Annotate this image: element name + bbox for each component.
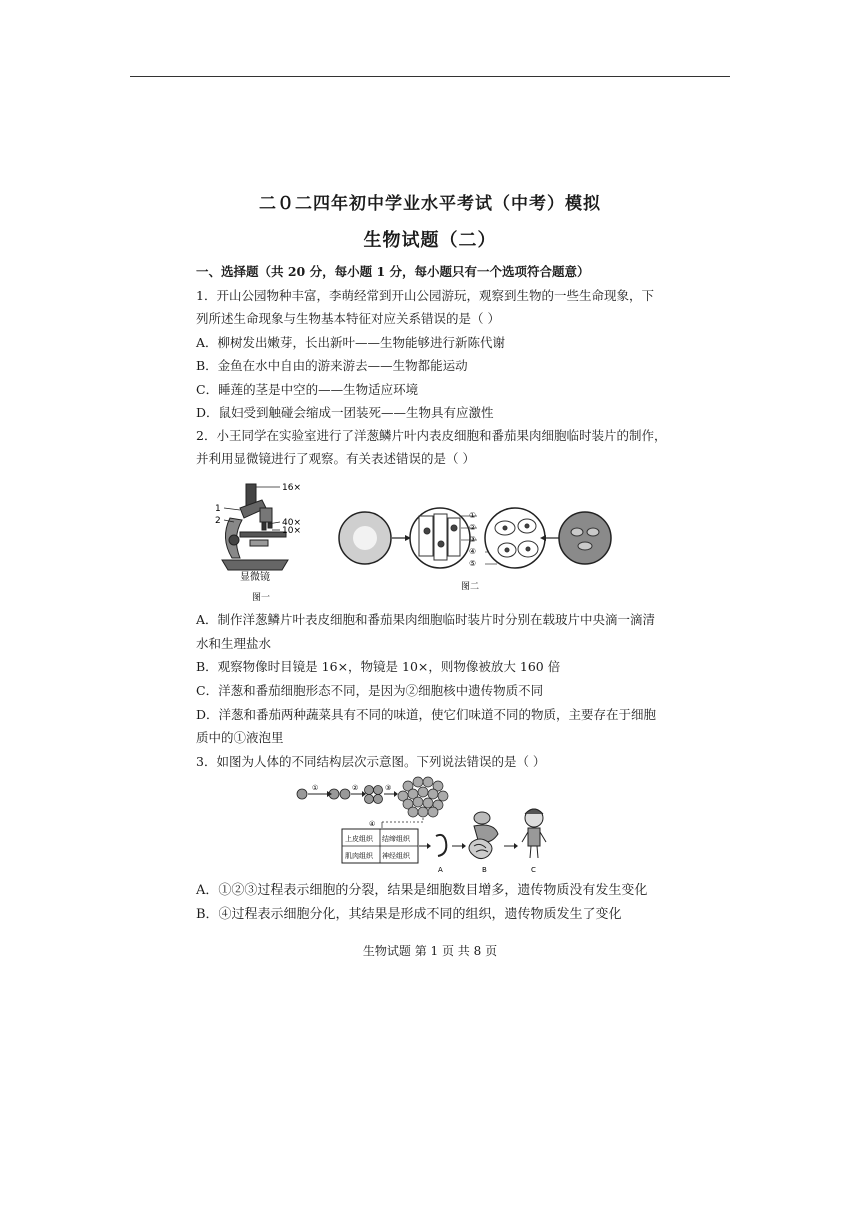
label-40x: 40× [282,518,301,528]
step-1: ① [312,784,319,792]
label-num1: 1 [215,504,221,514]
q2-option-c: C．洋葱和番茄细胞形态不同，是因为②细胞核中遗传物质不同 [196,683,544,698]
label-num2: 2 [215,516,221,526]
q2-option-a-line1: A．制作洋葱鳞片叶表皮细胞和番茄果肉细胞临时装片时分别在载玻片中央滴一滴清 [196,612,656,627]
label-16x: 16× [282,483,301,493]
q3-stem: 3．如图为人体的不同结构层次示意图。下列说法错误的是（ ） [196,754,546,769]
mark-4: ④ [469,547,477,556]
tissue-connective: 结缔组织 [382,835,410,843]
q2-stem-line1: 2．小王同学在实验室进行了洋葱鳞片叶内表皮细胞和番茄果肉细胞临时装片的制作， [196,428,667,443]
q1-option-d: D．鼠妇受到触碰会缩成一团装死——生物具有应激性 [196,405,494,420]
q2-option-d-line1: D．洋葱和番茄两种蔬菜具有不同的味道，使它们味道不同的物质，主要存在于细胞 [196,707,657,722]
top-rule [130,76,730,77]
q1-stem-line1: 1．开山公园物种丰富，李萌经常到开山公园游玩，观察到生物的一些生命现象，下 [196,288,654,303]
exam-subtitle: 生物试题（二） [363,230,497,251]
microscope-figure [210,478,310,603]
q2-option-d-line2: 质中的①液泡里 [196,730,284,745]
digestive-system-icon [469,812,498,859]
mark-3: ③ [469,535,477,544]
q1-stem-line2: 列所述生命现象与生物基本特征对应关系错误的是（ ） [196,311,500,326]
microscope-label: 显微镜 [240,572,270,583]
mark-2: ② [469,523,477,532]
tomato-cell-magnified [485,508,545,568]
tissue-nerve: 神经组织 [382,852,410,860]
figure1-caption: 图一 [252,593,271,603]
mark-5: ⑤ [469,559,477,568]
mark-1: ① [469,511,477,520]
microscope-icon [222,484,288,570]
tissue-grid [342,829,418,863]
body-structure-figure [294,776,564,876]
cell-cluster [398,777,448,817]
human-figure-icon [522,809,546,858]
label-a: A [438,866,443,874]
step-3: ③ [385,784,392,792]
q2-option-a-line2: 水和生理盐水 [196,636,272,651]
q1-option-b: B．金鱼在水中自由的游来游去——生物都能运动 [196,358,468,373]
q1-option-a: A．柳树发出嫩芽，长出新叶——生物能够进行新陈代谢 [196,335,506,350]
label-c: C [531,866,536,874]
cell-part-markers [469,511,476,568]
figure2-caption: 图二 [461,582,480,591]
step-4: ④ [369,820,376,828]
q1-option-c: C．睡莲的茎是中空的——生物适应环境 [196,382,419,397]
cells-figure [335,496,615,591]
tissue-epithelial: 上皮组织 [345,835,373,843]
section-heading: 一、选择题（共 20 分，每小题 1 分，每小题只有一个选项符合题意） [196,264,590,279]
stomach-icon [436,835,446,856]
exam-title: 二０二四年初中学业水平考试（中考）模拟 [259,194,601,214]
label-10x: 10× [282,526,301,536]
label-b: B [482,866,487,874]
step-2: ② [352,784,359,792]
page-footer: 生物试题 第 1 页 共 8 页 [362,944,498,958]
q2-stem-line2: 并利用显微镜进行了观察。有关表述错误的是（ ） [196,451,475,466]
q2-option-b: B．观察物像时目镜是 16×，物镜是 10×，则物像被放大 160 倍 [196,659,561,674]
tomato-slice-circle [559,512,611,564]
q3-option-a: A．①②③过程表示细胞的分裂，结果是细胞数目增多，遗传物质没有发生变化 [196,883,648,898]
tissue-muscle: 肌肉组织 [345,852,373,860]
q3-option-b: B．④过程表示细胞分化，其结果是形成不同的组织，遗传物质发生了变化 [196,907,622,922]
